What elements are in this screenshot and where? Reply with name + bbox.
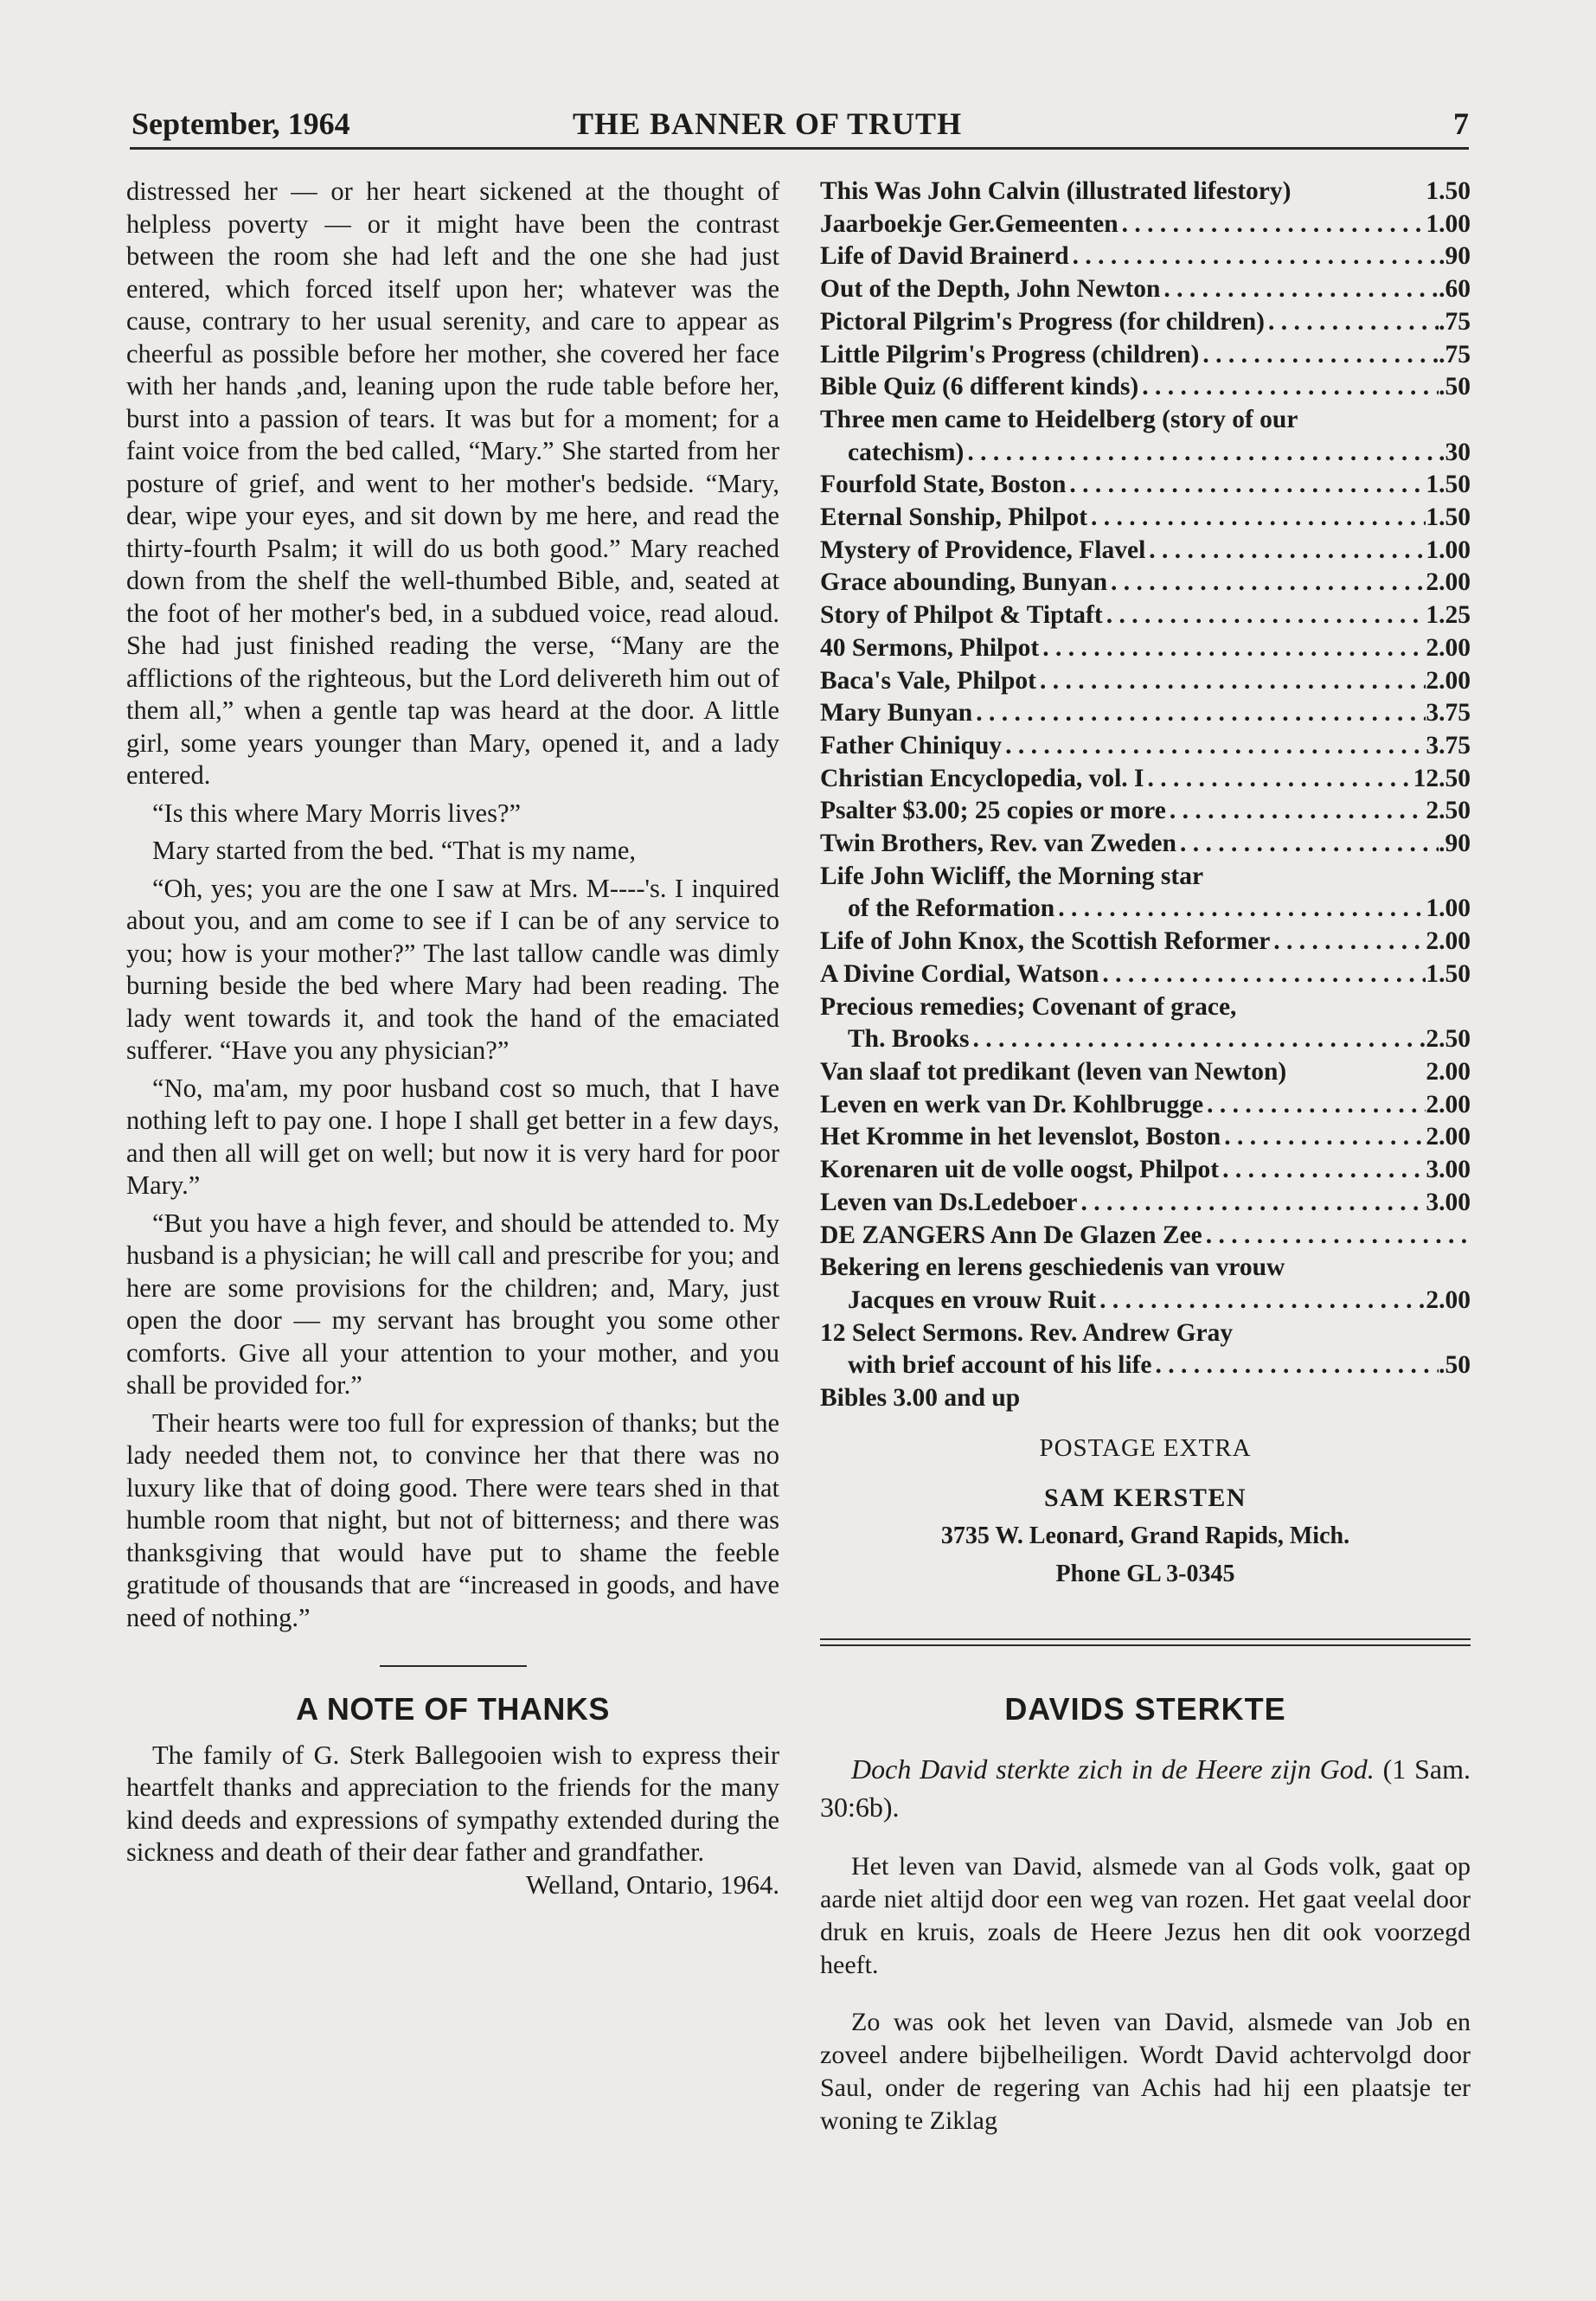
book-title: Grace abounding, Bunyan: [820, 568, 1107, 597]
davids-verse: [820, 1750, 1471, 1826]
book-title: 40 Sermons, Philpot: [820, 633, 1040, 662]
book-title: Little Pilgrim's Progress (children): [820, 340, 1200, 369]
dot-leader: [1096, 1285, 1426, 1317]
dot-leader: [1219, 1154, 1426, 1187]
book-title: Story of Philpot & Tiptaft: [820, 601, 1103, 630]
book-title: Leven van Ds.Ledeboer: [820, 1188, 1078, 1216]
book-item: [820, 599, 1471, 632]
book-item: [820, 1285, 1471, 1317]
book-item: [820, 502, 1471, 535]
book-price: 2.00: [1426, 666, 1471, 695]
book-title: of the Reformation: [848, 894, 1055, 923]
book-item: [820, 437, 1471, 470]
book-title: Twin Brothers, Rev. van Zweden: [820, 830, 1176, 858]
book-item: [820, 828, 1471, 861]
dot-leader: [1203, 1089, 1426, 1122]
note-text: The family of G. Sterk Ballegooien wish to express their heartfelt thanks and appreciation to the friends for the many kind deeds and expressions of sympathy extended during the sickness and death of their dear father and grandfather.: [126, 1740, 779, 1867]
book-item: [820, 371, 1471, 404]
book-title: This Was John Calvin (illustrated lifestory): [820, 177, 1292, 205]
page-number: 7: [1453, 106, 1469, 141]
book-item: [820, 861, 1471, 894]
verse-text: Doch David sterkte zich in de Heere zijn God.: [851, 1753, 1375, 1785]
dot-leader: [1202, 1220, 1471, 1253]
book-price: 2.00: [1426, 633, 1471, 662]
dot-leader: [1176, 828, 1439, 861]
book-item: [820, 893, 1471, 926]
book-title: Fourfold State, Boston: [820, 471, 1067, 499]
book-price: 1.50: [1426, 177, 1471, 205]
story-paragraph: Mary started from the bed. “That is my name,: [152, 836, 636, 865]
dot-leader: [1002, 730, 1426, 763]
story-paragraph: distressed her — or her heart sickened at the thought of helpless poverty — or it might have been the contrast between the room she had left and the one she had just entered, which forced itself upon her; whatever was the cause, contrary to her usual serenity, and care to appear as cheerful as possible before her mother, she covered her face with her hands ,and, leaning upon the rude table before her, burst into a passion of tears. It was but for a moment; for a faint voice from the bed called, “Mary.” She started from her posture of grief, and went to her mother's bedside. “Mary, dear, wipe your eyes, and sit down by me here, and read the thirty-fourth Psalm; it will do us both good.” Mary reached down from the shelf the well-thumbed Bible, and, seated at the foot of her mother's bed, in a subdued voice, read aloud. She had just finished reading the verse, “Many are the afflictions of the righteous, but the Lord delivereth him out of them all,” when a gentle tap was heard at the door. A little girl, some years younger than Mary, opened it, and a lady entered.: [126, 176, 779, 790]
book-title: Life John Wicliff, the Morning star: [820, 862, 1204, 890]
book-price: 2.00: [1426, 1123, 1471, 1151]
book-title: Psalter $3.00; 25 copies or more: [820, 797, 1166, 825]
book-item: [820, 404, 1471, 437]
dot-leader: [972, 697, 1426, 730]
book-item: [820, 1121, 1471, 1154]
book-price: 3.75: [1426, 699, 1471, 727]
dot-leader: [1221, 1121, 1426, 1154]
book-price: .90: [1439, 830, 1471, 858]
book-item: [820, 795, 1471, 828]
book-item: [820, 1220, 1471, 1253]
book-price: .50: [1439, 373, 1471, 401]
book-title: Leven en werk van Dr. Kohlbrugge: [820, 1090, 1204, 1118]
dot-leader: [1199, 339, 1439, 372]
book-item: [820, 697, 1471, 730]
book-price: .50: [1439, 1351, 1471, 1380]
book-title: Eternal Sonship, Philpot: [820, 503, 1088, 532]
book-title: Bible Quiz (6 different kinds): [820, 373, 1139, 401]
book-item: [820, 208, 1471, 241]
book-price: 1.50: [1426, 503, 1471, 532]
seller-address: 3735 W. Leonard, Grand Rapids, Mich.: [940, 1522, 1350, 1549]
dot-leader: [1103, 599, 1426, 632]
book-price: 1.00: [1426, 209, 1471, 238]
right-column: [820, 176, 1471, 2138]
davids-paragraph: Zo was ook het leven van David, alsmede van Job en zoveel andere bijbelheiligen. Wordt David achtervolgd door Saul, onder de regering van Achis had hij een plaatsje ter woning te Ziklag: [820, 2007, 1471, 2135]
book-title: Bekering en lerens geschiedenis van vrouw: [820, 1253, 1285, 1282]
book-title: Bibles 3.00 and up: [820, 1384, 1021, 1413]
book-price: .75: [1439, 307, 1471, 336]
book-price: 12.50: [1413, 764, 1471, 792]
book-item: [820, 1056, 1471, 1089]
book-price: 1.50: [1426, 471, 1471, 499]
story-paragraph: “Oh, yes; you are the one I saw at Mrs. M----'s. I inquired about you, and am come to see if I can be of any service to you; how is your mother?” The last tallow candle was dimly burning beside the bed where Mary had been reading. The lady went towards it, and took the hand of the emaciated sufferer. “Have you any physician?”: [126, 873, 779, 1065]
story-paragraph: Their hearts were too full for expression of thanks; but the lady needed them not, to convince her that there was no luxury like that of doing good. There were tears shed in that humble room that night, but not of bitterness; and there was thanksgiving that would have put to shame the feeble gratitude of thousands that are “increased in goods, and have need of nothing.”: [126, 1407, 779, 1632]
dot-leader: [1270, 926, 1426, 958]
book-item: [820, 1382, 1471, 1415]
note-title: A NOTE OF THANKS: [296, 1691, 610, 1727]
dot-leader: [1087, 502, 1426, 535]
book-title: catechism): [848, 438, 965, 466]
book-item: [820, 240, 1471, 273]
issue-date: September, 1964: [131, 106, 350, 141]
dot-leader: [964, 437, 1439, 470]
book-title: A Divine Cordial, Watson: [820, 959, 1099, 988]
dot-leader: [1077, 1187, 1426, 1220]
dot-leader: [1152, 1349, 1439, 1382]
dot-leader: [1036, 665, 1426, 698]
book-title: Father Chiniquy: [820, 731, 1003, 760]
dot-leader: [1160, 273, 1439, 306]
book-item: [820, 991, 1471, 1024]
book-title: Korenaren uit de volle oogst, Philpot: [820, 1156, 1220, 1184]
verse-reference: (1 Sam. 30:6b).: [820, 1753, 1471, 1823]
book-item: [820, 926, 1471, 958]
page-header: [130, 106, 1469, 150]
book-price: 1.00: [1426, 535, 1471, 564]
book-title: Jacques en vrouw Ruit: [848, 1285, 1097, 1314]
book-title: Life of David Brainerd: [820, 242, 1069, 271]
book-price: 3.00: [1426, 1156, 1471, 1184]
story-paragraph: “Is this where Mary Morris lives?”: [152, 798, 522, 828]
book-title: Precious remedies; Covenant of grace,: [820, 992, 1237, 1021]
book-item: [820, 306, 1471, 339]
dot-leader: [1118, 208, 1426, 241]
book-title: Three men came to Heidelberg (story of our: [820, 405, 1298, 433]
book-item: [820, 176, 1471, 208]
book-item: [820, 1187, 1471, 1220]
seller-phone: Phone GL 3-0345: [1055, 1560, 1235, 1587]
book-title: Baca's Vale, Philpot: [820, 666, 1036, 695]
book-item: [820, 665, 1471, 698]
book-price: 1.00: [1426, 894, 1471, 923]
book-price-list: [820, 176, 1471, 1415]
book-title: DE ZANGERS Ann De Glazen Zee: [820, 1221, 1202, 1249]
dot-leader: [1138, 371, 1439, 404]
book-price: .75: [1439, 340, 1471, 369]
book-price: 2.00: [1426, 1057, 1471, 1086]
book-item: [820, 632, 1471, 665]
note-place: Welland, Ontario, 1964.: [525, 1869, 779, 1900]
section-divider: [380, 1665, 527, 1667]
book-price: 3.75: [1426, 731, 1471, 760]
dot-leader: [1144, 763, 1413, 796]
dot-leader: [1054, 893, 1426, 926]
book-price: .30: [1439, 438, 1471, 466]
dot-leader: [1166, 795, 1426, 828]
book-item: [820, 1023, 1471, 1056]
book-price: .90: [1439, 242, 1471, 271]
book-item: [820, 730, 1471, 763]
dot-leader: [1099, 958, 1426, 991]
seller-info: [820, 1479, 1471, 1593]
book-title: Christian Encyclopedia, vol. I: [820, 764, 1144, 792]
book-title: Th. Brooks: [848, 1025, 970, 1054]
note-body: [126, 1740, 779, 1900]
book-title: Life of John Knox, the Scottish Reformer: [820, 927, 1271, 956]
book-item: [820, 535, 1471, 567]
book-title: with brief account of his life: [848, 1351, 1152, 1380]
dot-leader: [1069, 240, 1439, 273]
story-paragraph: “But you have a high fever, and should be attended to. My husband is a physician; he will call and prescribe for you; and here are some provisions for the children; and, Mary, just open the door — my servant has brought you some other comforts. Give all your attention to your mother, and you shall be provided for.”: [126, 1208, 779, 1400]
book-price: 2.00: [1426, 1090, 1471, 1118]
book-item: [820, 567, 1471, 599]
book-title: Van slaaf tot predikant (leven van Newton): [820, 1057, 1287, 1086]
book-price: 2.00: [1426, 927, 1471, 956]
postage-notice: POSTAGE EXTRA: [1039, 1433, 1252, 1462]
book-title: Mary Bunyan: [820, 699, 973, 727]
book-item: [820, 958, 1471, 991]
book-item: [820, 763, 1471, 796]
book-item: [820, 469, 1471, 502]
davids-title: DAVIDS STERKTE: [1004, 1690, 1286, 1727]
book-title: Het Kromme in het levenslot, Boston: [820, 1123, 1221, 1151]
dot-leader: [1066, 469, 1426, 502]
book-price: 2.50: [1426, 1025, 1471, 1054]
book-item: [820, 1317, 1471, 1350]
book-item: [820, 1349, 1471, 1382]
publication-title: THE BANNER OF TRUTH: [573, 106, 963, 141]
book-title: Mystery of Providence, Flavel: [820, 535, 1146, 564]
seller-name: SAM KERSTEN: [1043, 1483, 1247, 1512]
double-rule-divider: [820, 1638, 1471, 1646]
book-item: [820, 1154, 1471, 1187]
book-price: 2.50: [1426, 797, 1471, 825]
left-column: [126, 176, 779, 1901]
book-title: Out of the Depth, John Newton: [820, 275, 1161, 304]
book-price: 3.00: [1426, 1188, 1471, 1216]
book-price: 1.50: [1426, 959, 1471, 988]
dot-leader: [1265, 306, 1439, 339]
book-title: Pictoral Pilgrim's Progress (for children): [820, 307, 1265, 336]
dot-leader: [1039, 632, 1426, 665]
dot-leader: [969, 1023, 1426, 1056]
book-item: [820, 1089, 1471, 1122]
book-title: 12 Select Sermons. Rev. Andrew Gray: [820, 1318, 1234, 1347]
book-price: 2.00: [1426, 568, 1471, 597]
dot-leader: [1145, 535, 1426, 567]
book-item: [820, 1252, 1471, 1285]
story-paragraph: “No, ma'am, my poor husband cost so much, that I have nothing left to pay one. I hope I shall get better in a few days, and then all will get on well; but now it is very hard for poor Mary.”: [126, 1073, 779, 1200]
book-price: 1.25: [1426, 601, 1471, 630]
dot-leader: [1107, 567, 1426, 599]
davids-paragraph: Het leven van David, alsmede van al Gods volk, gaat op aarde niet altijd door een weg van rozen. Het gaat veelal door druk en kruis, zoals de Heere Jezus hen dit ook voorzegd heeft.: [820, 1851, 1471, 1979]
book-title: Jaarboekje Ger.Gemeenten: [820, 209, 1118, 238]
book-item: [820, 273, 1471, 306]
book-price: .60: [1439, 275, 1471, 304]
book-item: [820, 339, 1471, 372]
book-price: 2.00: [1426, 1285, 1471, 1314]
